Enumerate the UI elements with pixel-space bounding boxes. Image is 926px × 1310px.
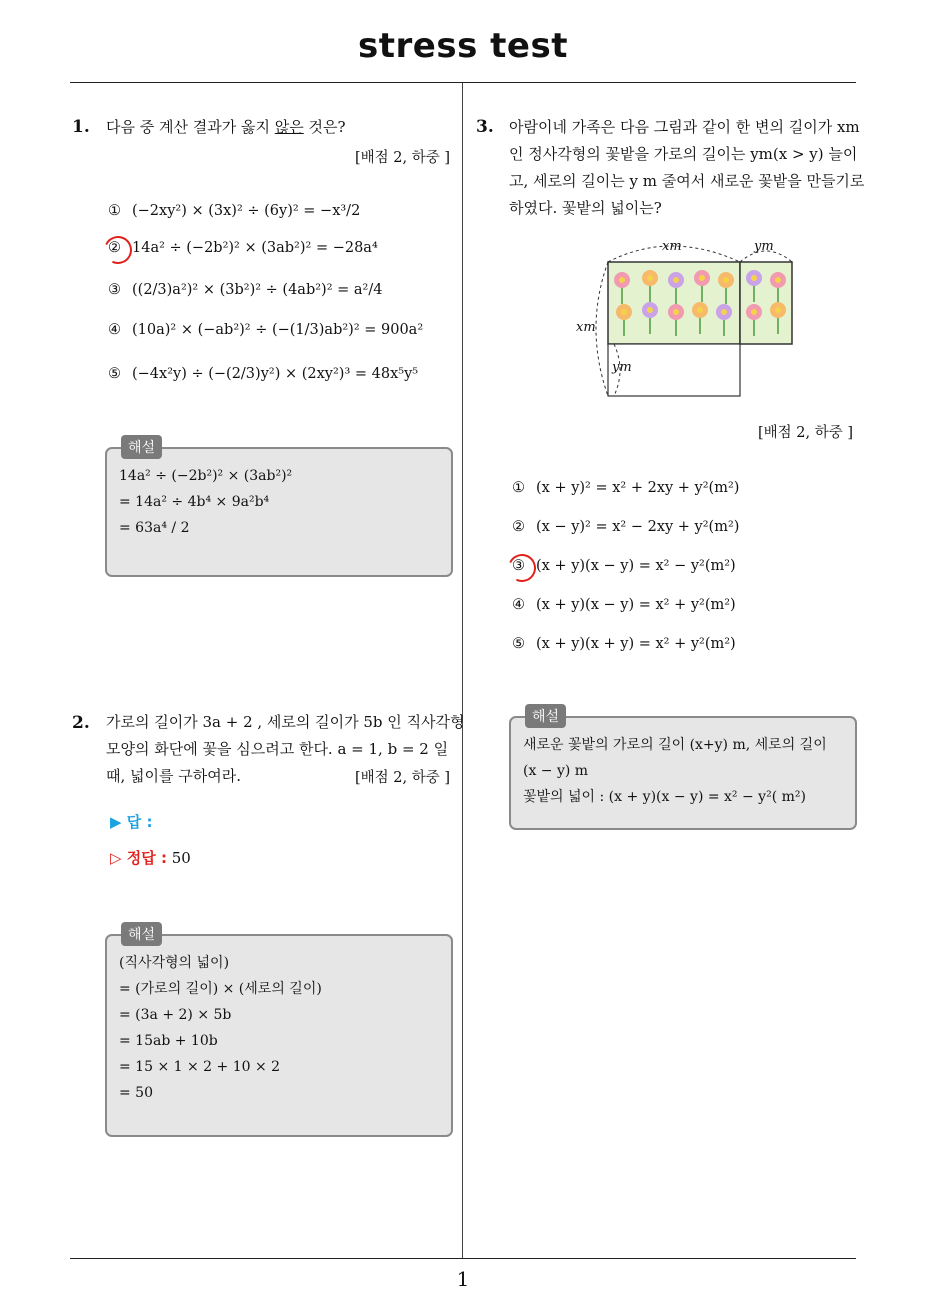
q3-solution-box	[509, 709, 857, 830]
q3-option-4-num: ④	[512, 597, 525, 613]
solution-line: 꽃밭의 넓이 : (x + y)(x − y) = x² − y²( m²)	[523, 789, 806, 805]
q1-option-5[interactable]	[108, 366, 418, 382]
header-rule	[70, 82, 856, 83]
solution-line: = 50	[119, 1085, 153, 1101]
q3-option-1-num: ①	[512, 480, 525, 496]
figure-label-left-x: xm	[576, 320, 596, 335]
q3-line: 하였다. 꽃밭의 넓이는?	[509, 199, 662, 217]
q3-option-3-num: ③	[512, 558, 525, 574]
solution-line: = 14a² ÷ 4b⁴ × 9a²b⁴	[119, 494, 270, 510]
solution-line: 새로운 꽃밭의 가로의 길이 (x+y) m, 세로의 길이	[523, 737, 827, 753]
q3-option-1-expr: (x + y)² = x² + 2xy + y²(m²)	[536, 480, 740, 496]
q1-text-pre: 다음 중 계산 결과가 옳지	[106, 118, 275, 136]
page-number: 1	[456, 1267, 470, 1291]
column-divider	[462, 83, 463, 1258]
solution-line: (직사각형의 넓이)	[119, 955, 230, 971]
solution-tag: 해설	[525, 704, 566, 728]
q3-option-1[interactable]	[512, 480, 739, 496]
q1-text-underline: 않은	[274, 118, 304, 136]
q2-line: 모양의 화단에 꽃을 심으려고 한다. a = 1, b = 2 일	[106, 740, 449, 758]
q1-solution-lines	[119, 463, 292, 541]
q1-option-4[interactable]	[108, 322, 423, 338]
q1-option-2[interactable]	[108, 240, 378, 256]
q3-line: 아람이네 가족은 다음 그림과 같이 한 변의 길이가 xm	[509, 118, 860, 136]
solution-line: = (가로의 길이) × (세로의 길이)	[119, 981, 322, 997]
solution-line: = 15ab + 10b	[119, 1033, 218, 1049]
figure-label-inner-y: ym	[612, 360, 632, 375]
correct-answer-label: ▷ 정답 :	[110, 849, 167, 867]
question-3-score: [배점 2, 하중 ]	[757, 425, 853, 441]
solution-line: (x − y) m	[523, 763, 589, 779]
q1-option-2-num: ②	[108, 240, 121, 256]
q1-option-4-num: ④	[108, 322, 121, 338]
q3-option-3[interactable]	[512, 558, 736, 574]
solution-line: = 63a⁴ / 2	[119, 520, 190, 536]
q1-option-4-expr: (10a)² × (−ab²)² ÷ (−(1/3)ab²)² = 900a²	[132, 322, 424, 338]
page-title: stress test	[358, 26, 568, 66]
q1-text-post: 것은?	[303, 118, 346, 136]
answer-input-label[interactable]: ▶ 답 :	[110, 813, 153, 831]
q2-line: 때, 넓이를 구하여라.	[106, 767, 241, 785]
question-3-number: 3.	[476, 117, 494, 137]
correct-answer	[110, 847, 191, 868]
q3-option-5[interactable]	[512, 636, 736, 652]
q2-line: 가로의 길이가 3a + 2 , 세로의 길이가 5b 인 직사각형	[106, 713, 465, 731]
q1-option-1-expr: (−2xy²) × (3x)² ÷ (6y)² = −x³/2	[132, 203, 361, 219]
figure-label-top-x: xm	[662, 239, 682, 254]
q1-solution-box	[105, 440, 453, 577]
solution-line: = (3a + 2) × 5b	[119, 1007, 232, 1023]
flower-garden-figure	[570, 236, 806, 404]
q3-option-2-expr: (x − y)² = x² − 2xy + y²(m²)	[536, 519, 740, 535]
solution-tag: 해설	[121, 922, 162, 946]
solution-line: 14a² ÷ (−2b²)² × (3ab²)²	[119, 468, 293, 484]
q1-option-3-expr: ((2/3)a²)² × (3b²)² ÷ (4ab²)² = a²/4	[132, 282, 383, 298]
q2-solution-lines	[119, 950, 322, 1106]
q1-option-5-expr: (−4x²y) ÷ (−(2/3)y²) × (2xy²)³ = 48x⁵y⁵	[132, 366, 419, 382]
q3-option-2[interactable]	[512, 519, 739, 535]
q3-option-3-expr: (x + y)(x − y) = x² − y²(m²)	[536, 558, 736, 574]
q3-option-2-num: ②	[512, 519, 525, 535]
q3-line: 고, 세로의 길이는 y m 줄여서 새로운 꽃밭을 만들기로	[509, 172, 865, 190]
question-1-number: 1.	[72, 117, 90, 137]
q2-solution-box	[105, 927, 453, 1137]
q1-option-3-num: ③	[108, 282, 121, 298]
question-1-text	[106, 114, 346, 141]
q1-option-2-expr: 14a² ÷ (−2b²)² × (3ab²)² = −28a⁴	[132, 240, 378, 256]
figure-label-top-y: ym	[754, 239, 774, 254]
q1-option-1-num: ①	[108, 203, 121, 219]
question-3-text	[509, 114, 864, 222]
q1-option-1[interactable]	[108, 203, 360, 219]
q3-line: 인 정사각형의 꽃밭을 가로의 길이는 ym(x > y) 늘이	[509, 145, 858, 163]
q3-option-4-expr: (x + y)(x − y) = x² + y²(m²)	[536, 597, 736, 613]
solution-line: = 15 × 1 × 2 + 10 × 2	[119, 1059, 281, 1075]
q3-option-5-expr: (x + y)(x + y) = x² + y²(m²)	[536, 636, 736, 652]
question-1-score: [배점 2, 하중 ]	[354, 150, 450, 166]
question-2-number: 2.	[72, 713, 90, 733]
q3-option-5-num: ⑤	[512, 636, 525, 652]
footer-rule	[70, 1258, 856, 1259]
q3-option-4[interactable]	[512, 597, 736, 613]
garden-diagram	[570, 236, 806, 404]
q1-option-5-num: ⑤	[108, 366, 121, 382]
q3-solution-lines	[523, 732, 827, 810]
question-2-score: [배점 2, 하중 ]	[354, 770, 450, 786]
correct-answer-value: 50	[171, 849, 191, 867]
q1-option-3[interactable]	[108, 282, 382, 298]
solution-tag: 해설	[121, 435, 162, 459]
